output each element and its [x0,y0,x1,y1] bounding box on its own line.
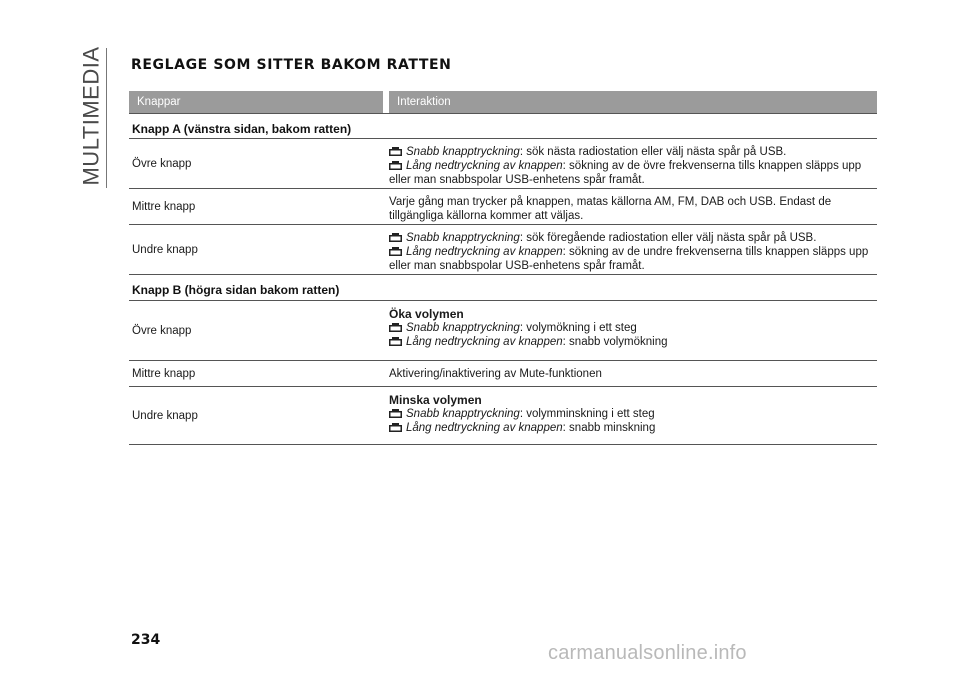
item-text: : volymökning i ett steg [519,322,637,334]
controls-table [129,91,877,445]
button-name: Övre knapp [132,324,192,337]
interaction-cell [389,387,877,444]
item-label: Snabb knapptryckning [406,322,520,334]
steering-button-icon [389,146,402,155]
interaction-cell [389,225,877,274]
interaction-cell [389,139,877,188]
item-label: Snabb knapptryckning [406,232,520,244]
header-interaction: Interaktion [389,91,877,113]
interaction-item [389,421,877,435]
item-label: Lång nedtryckning av knappen [406,336,563,348]
steering-button-icon [389,336,402,345]
page-title: REGLAGE SOM SITTER BAKOM RATTEN [131,57,452,73]
table-row [129,189,877,225]
item-label: Snabb knapptryckning [406,408,520,420]
header-buttons: Knappar [129,91,383,113]
button-name: Mittre knapp [132,200,196,213]
item-label: Snabb knapptryckning [406,146,520,158]
steering-button-icon [389,232,402,241]
section-label-text: MULTIMEDIA [79,46,105,186]
steering-button-icon [389,160,402,169]
interaction-item [389,159,877,187]
section-divider [106,48,107,188]
watermark-text: carmanualsonline.info [548,642,747,664]
steering-button-icon [389,422,402,431]
table-row [129,225,877,275]
interaction-text: Varje gång man trycker på knappen, matas källorna AM, FM, DAB och USB. Endast de tillgängliga källorna kommer att väljas. [389,196,832,222]
table-row [129,361,877,387]
interaction-item [389,321,877,335]
item-text: : sökning av de undre frekvenserna tills knappen släpps upp eller man snabbspolar USB-enhetens spår framåt. [389,246,869,272]
button-name: Undre knapp [132,409,198,422]
page-number: 234 [131,632,161,648]
steering-button-icon [389,246,402,255]
interaction-cell [389,189,877,224]
item-label: Lång nedtryckning av knappen [406,246,563,258]
interaction-cell [389,361,877,386]
item-text: : sök föregående radiostation eller välj nästa spår på USB. [519,232,817,244]
item-text: : snabb minskning [562,422,656,434]
table-row [129,301,877,361]
table-row [129,387,877,445]
section-label [78,46,106,186]
steering-button-icon [389,322,402,331]
table-header [129,91,877,113]
item-text: : sök nästa radiostation eller välj nästa spår på USB. [519,146,787,158]
interaction-item [389,231,877,245]
item-text: : volymminskning i ett steg [519,408,655,420]
interaction-item [389,145,877,159]
interaction-item [389,245,877,273]
item-text: : sökning av de övre frekvenserna tills knappen släpps upp eller man snabbspolar USB-enhetens spår framåt. [389,160,862,186]
item-text: : snabb volymökning [562,336,668,348]
interaction-text: Aktivering/inaktivering av Mute-funktionen [389,368,602,380]
button-name: Övre knapp [132,157,192,170]
table-row [129,139,877,189]
group-a-title: Knapp A (vänstra sidan, bakom ratten) [129,113,877,139]
interaction-item [389,407,877,421]
interaction-subheading: Öka volymen [389,307,464,321]
button-name: Undre knapp [132,243,198,256]
item-label: Lång nedtryckning av knappen [406,160,563,172]
interaction-subheading: Minska volymen [389,393,482,407]
interaction-item [389,335,877,349]
item-label: Lång nedtryckning av knappen [406,422,563,434]
group-b-title: Knapp B (högra sidan bakom ratten) [129,275,877,301]
interaction-cell [389,301,877,360]
steering-button-icon [389,408,402,417]
button-name: Mittre knapp [132,367,196,380]
